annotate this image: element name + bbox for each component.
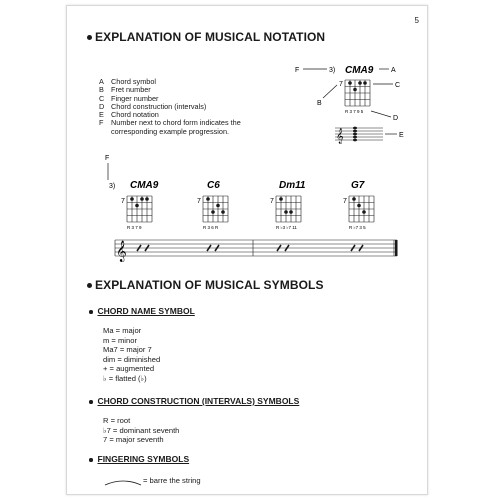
barre-arc-icon	[103, 476, 143, 488]
chord-diagram	[121, 180, 159, 230]
chord-name: G7	[351, 180, 365, 191]
pointer-line	[371, 111, 391, 117]
barre-description: = barre the string	[143, 476, 201, 485]
list-item: ♭7 = dominant seventh	[103, 425, 180, 435]
interval-row: R ♭7 3 5	[349, 225, 366, 230]
fret-number: 7	[121, 198, 125, 205]
interval-row: R ♭3 ♭7 11	[276, 225, 297, 230]
chord-diagram	[197, 180, 228, 230]
list-item: Ma = major	[103, 326, 142, 335]
chord-construction-list	[103, 416, 179, 445]
label-f: F	[105, 155, 110, 162]
chord-name: CMA9	[130, 180, 159, 191]
legend-item: C Finger number	[99, 93, 159, 103]
bullet-icon	[89, 400, 93, 404]
chord-progression	[97, 150, 417, 272]
notation-heading-text: EXPLANATION OF MUSICAL NOTATION	[95, 30, 326, 44]
treble-clef-icon: 𝄞	[336, 128, 344, 143]
legend-item: F Number next to chord form indicates the	[99, 118, 241, 128]
fingering-heading: FINGERING SYMBOLS	[89, 454, 189, 464]
list-item: m = minor	[103, 335, 137, 345]
fret-number: 7	[343, 198, 347, 205]
label-b: B	[317, 100, 322, 107]
list-item: Ma7 = major 7	[103, 345, 152, 355]
list-item: R = root	[103, 416, 131, 425]
bullet-icon	[87, 35, 92, 40]
interval-row: R 3 7 9	[127, 225, 142, 230]
chord-name: Dm11	[279, 180, 306, 191]
symbols-heading	[87, 278, 324, 292]
bullet-icon	[89, 458, 93, 462]
label-f: F	[295, 67, 300, 74]
legend-item: A Chord symbol	[99, 77, 157, 86]
interval-row: R 3 7 9 5	[345, 109, 364, 114]
chord-name-symbol-heading: CHORD NAME SYMBOL	[89, 306, 195, 316]
notation-legend	[99, 78, 241, 136]
chord-construction-heading: CHORD CONSTRUCTION (INTERVALS) SYMBOLS	[89, 396, 299, 406]
notation-notes	[353, 127, 357, 142]
book-page	[66, 5, 428, 495]
example-chord-diagram	[293, 58, 427, 158]
legend-item: corresponding example progression.	[111, 126, 230, 136]
list-item: ♭ = flatted (♭)	[103, 373, 147, 383]
list-item: + = augmented	[103, 364, 155, 374]
legend-item: B Fret number	[99, 85, 151, 95]
chord-diagram	[270, 180, 306, 230]
fret-number: 7	[270, 198, 274, 205]
list-item: 7 = major seventh	[103, 435, 164, 445]
final-barline	[395, 240, 398, 256]
label-e: E	[399, 132, 404, 139]
legend-item: E Chord notation	[99, 110, 159, 120]
legend-item: D Chord construction (intervals)	[99, 101, 207, 111]
chord-name: CMA9	[345, 65, 374, 76]
label-c: C	[395, 82, 401, 89]
symbols-heading-text: EXPLANATION OF MUSICAL SYMBOLS	[95, 278, 324, 292]
label-a: A	[391, 67, 396, 74]
list-item: dim = diminished	[103, 354, 161, 364]
progression-number: 3)	[109, 183, 116, 190]
progression-number: 3)	[329, 67, 336, 74]
treble-clef-icon: 𝄞	[116, 241, 127, 261]
label-d: D	[393, 115, 399, 122]
notation-heading	[87, 30, 325, 44]
bullet-icon	[89, 310, 93, 314]
bullet-icon	[87, 283, 92, 288]
page-number: 5	[414, 16, 419, 25]
slash-notation-staff	[115, 240, 397, 256]
chord-diagram	[343, 180, 374, 230]
fret-number: 7	[339, 81, 343, 88]
interval-row: R 3 6 R	[203, 225, 219, 230]
chord-name: C6	[207, 180, 220, 191]
chord-name-symbol-list	[103, 326, 160, 384]
pointer-line	[323, 85, 337, 98]
fret-number: 7	[197, 198, 201, 205]
